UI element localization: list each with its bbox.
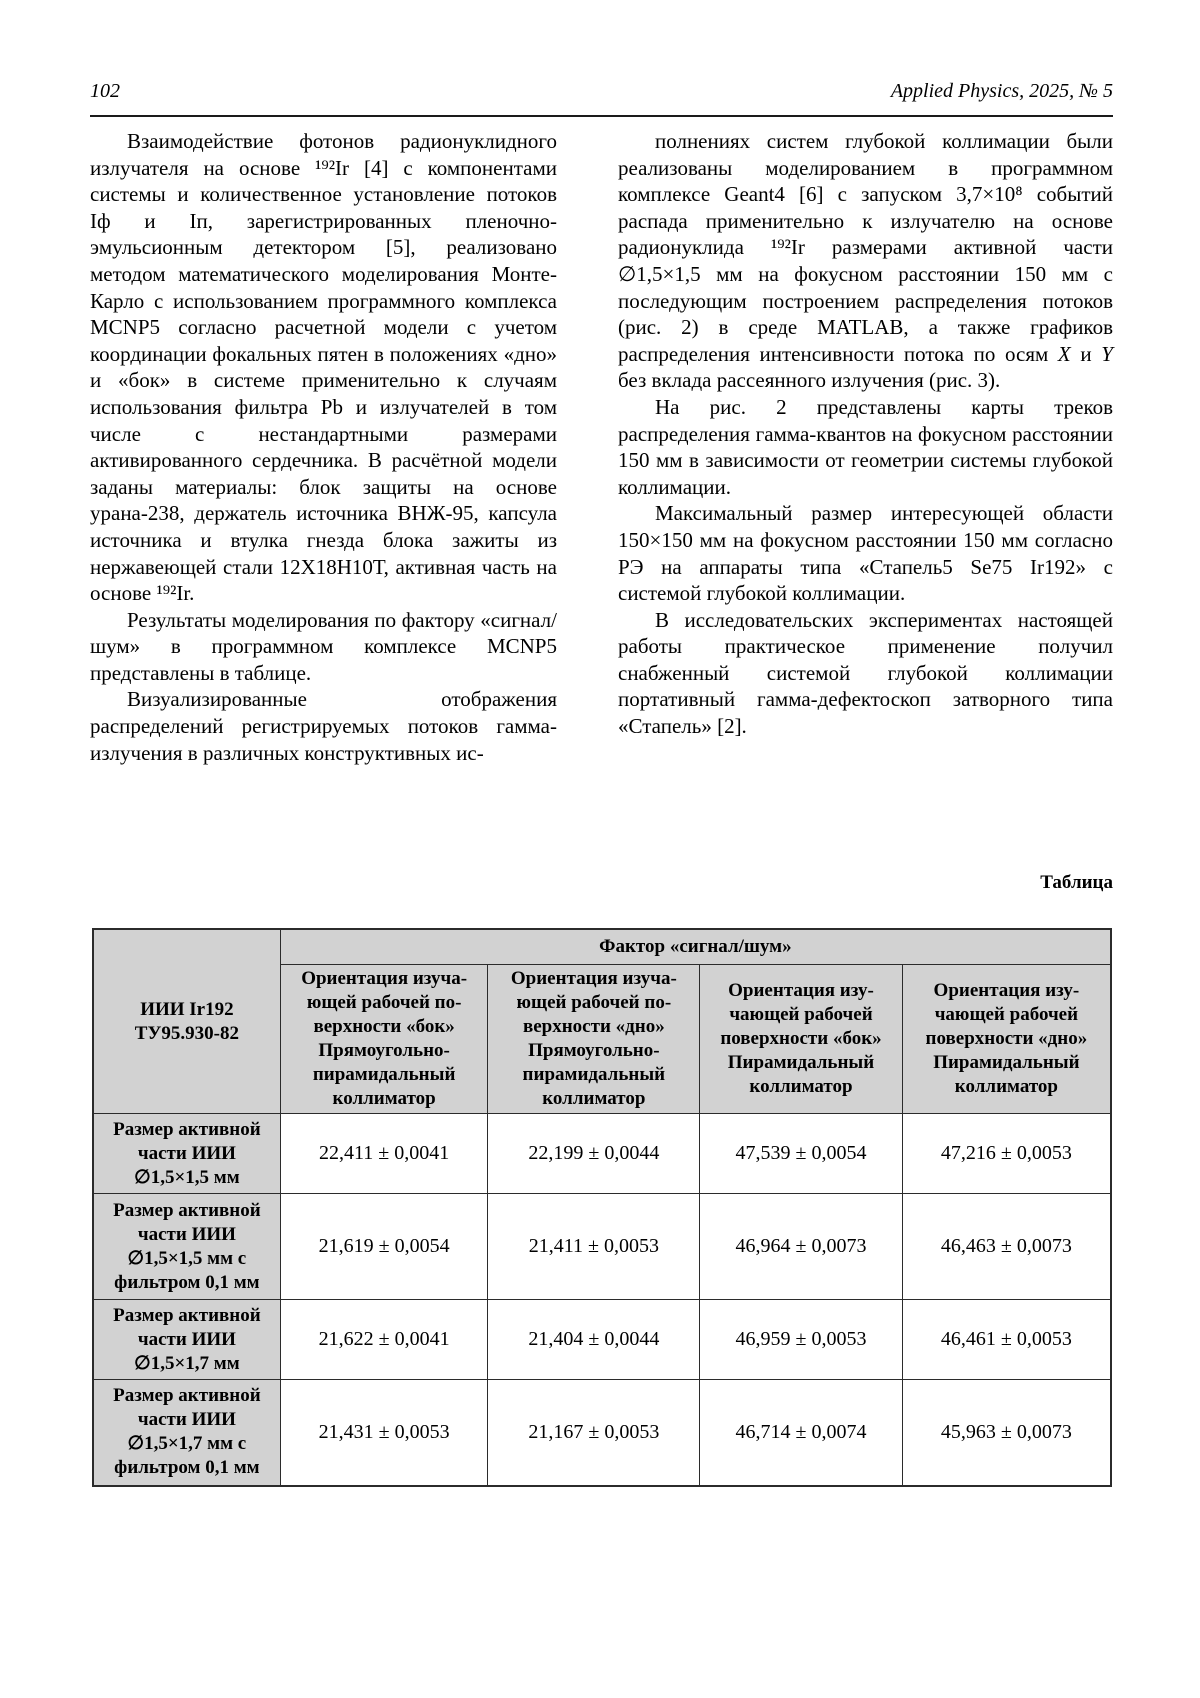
paragraph: На рис. 2 представлены карты треков распределения гамма-квантов на фокусном расстоянии 150 мм в зависимости от геометрии системы глубокой коллимации. (618, 394, 1113, 499)
value-cell: 21,404 ± 0,0044 (488, 1300, 700, 1380)
header-divider (90, 115, 1113, 117)
column-header-cell: Ориентация изуча- ющей рабочей по- верхности «дно» Прямоугольно- пирамидальный коллиматор (488, 965, 700, 1114)
value-cell: 46,964 ± 0,0073 (700, 1194, 903, 1300)
results-table (92, 928, 1112, 1487)
left-column (90, 128, 557, 766)
row-label-cell: Размер активной части ИИИ ∅1,5×1,5 мм с фильтром 0,1 мм (93, 1194, 280, 1300)
table-caption: Таблица (1040, 872, 1113, 893)
value-cell: 46,714 ± 0,0074 (700, 1380, 903, 1486)
value-cell: 21,431 ± 0,0053 (280, 1380, 488, 1486)
table-header-row (93, 929, 1111, 965)
row-label-cell: Размер активной части ИИИ ∅1,5×1,5 мм (93, 1114, 280, 1194)
value-cell: 47,539 ± 0,0054 (700, 1114, 903, 1194)
column-header-cell: Ориентация изу- чающей рабочей поверхности «дно» Пирамидальный коллиматор (902, 965, 1111, 1114)
row-label-cell: Размер активной части ИИИ ∅1,5×1,7 мм (93, 1300, 280, 1380)
value-cell: 46,959 ± 0,0053 (700, 1300, 903, 1380)
two-column-text (90, 128, 1113, 766)
value-cell: 46,461 ± 0,0053 (902, 1300, 1111, 1380)
table-row (93, 1300, 1111, 1380)
table-row (93, 1114, 1111, 1194)
value-cell: 45,963 ± 0,0073 (902, 1380, 1111, 1486)
column-header-cell: Ориентация изуча- ющей рабочей по- верхности «бок» Прямоугольно- пирамидальный коллиматор (280, 965, 488, 1114)
value-cell: 47,216 ± 0,0053 (902, 1114, 1111, 1194)
value-cell: 21,622 ± 0,0041 (280, 1300, 488, 1380)
paragraph: Визуализированные отображения распределений регистрируемых потоков гамма-излучения в различных конструктивных ис- (90, 687, 557, 765)
factor-header-cell: Фактор «сигнал/шум» (280, 929, 1111, 965)
value-cell: 22,199 ± 0,0044 (488, 1114, 700, 1194)
column-header-cell: Ориентация изу- чающей рабочей поверхности «бок» Пирамидальный коллиматор (700, 965, 903, 1114)
value-cell: 21,411 ± 0,0053 (488, 1194, 700, 1300)
value-cell: 21,619 ± 0,0054 (280, 1194, 488, 1300)
value-cell: 22,411 ± 0,0041 (280, 1114, 488, 1194)
table-row (93, 1380, 1111, 1486)
paragraph: полнениях систем глубокой коллимации были реализованы моделированием в программном комплексе Geant4 [6] с запуском 3,7×10⁸ событий распада применительно к излучателю на основе радионуклида ¹⁹²Ir размерами активной части ∅1,5×1,5 мм на фокусном расстоянии 150 мм с последующим построением распределения потоков (рис. 2) в среде MATLAB, а также графиков распределения интенсивности потока по осям X и Y без вклада рассеянного излучения (рис. 3). (618, 129, 1113, 393)
value-cell: 46,463 ± 0,0073 (902, 1194, 1111, 1300)
page-number: 102 (90, 80, 120, 102)
corner-header-cell: ИИИ Ir192 ТУ95.930-82 (93, 929, 280, 1114)
table-row (93, 1194, 1111, 1300)
paragraph: Взаимодействие фотонов радионуклидного излучателя на основе ¹⁹²Ir [4] с компонентами системы и количественное установление потоков Iф и Iп, зарегистрированных пленочно-эмульсионным детектором [5], реализовано методом математического моделирования Монте-Карло с использованием программного комплекса MCNP5 согласно расчетной модели с учетом координации фокальных пятен в положениях «дно» и «бок» в системе применительно к случаям использования фильтра Pb и излучателей в том числе с нестандартными размерами активированного сердечника. В расчётной модели заданы материалы: блок защиты на основе урана-238, держатель источника ВНЖ-95, капсула источника и втулка гнезда блока зажиты из нержавеющей стали 12Х18Н10Т, активная часть на основе ¹⁹²Ir. (90, 129, 557, 606)
paragraph: Результаты моделирования по фактору «сигнал/шум» в программном комплексе MCNP5 представлены в таблице. (90, 607, 557, 685)
right-column (618, 128, 1113, 766)
journal-title: Applied Physics, 2025, № 5 (890, 80, 1113, 102)
value-cell: 21,167 ± 0,0053 (488, 1380, 700, 1486)
running-head (90, 80, 1113, 103)
row-label-cell: Размер активной части ИИИ ∅1,5×1,7 мм с фильтром 0,1 мм (93, 1380, 280, 1486)
paragraph: Максимальный размер интересующей области 150×150 мм на фокусном расстоянии 150 мм согласно РЭ на аппараты типа «Стапель5 Se75 Ir192» с системой глубокой коллимации. (618, 501, 1113, 606)
paragraph: В исследовательских экспериментах настоящей работы практическое применение получил снабженный системой глубокой коллимации портативный гамма-дефектоскоп затворного типа «Стапель» [2]. (618, 607, 1113, 739)
